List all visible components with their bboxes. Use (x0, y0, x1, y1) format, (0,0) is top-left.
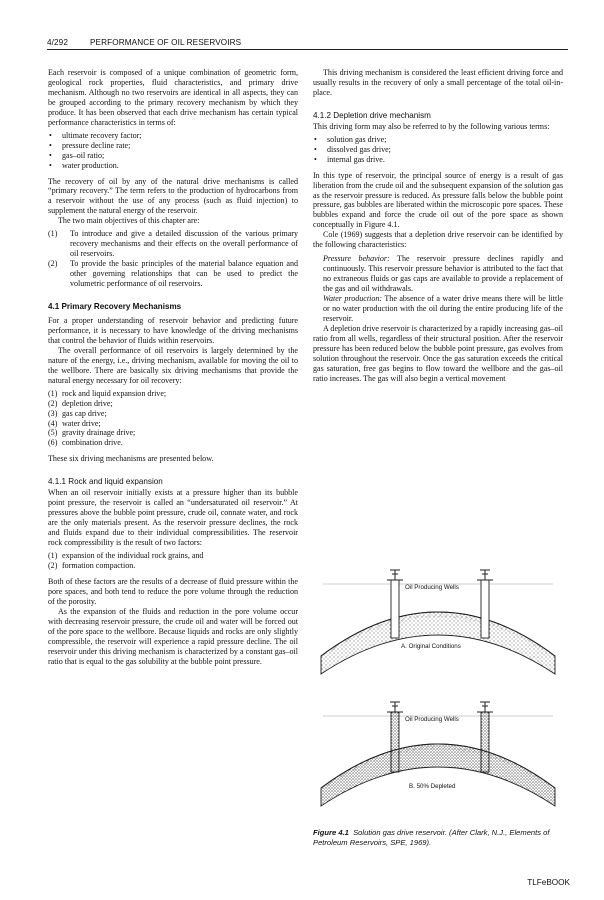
section-paragraph: The overall performance of oil reservoirs is largely determined by the nature of the energy, i.e., driving mechanism, available for moving the oil to the wellbore. There are basically six driving mechanisms that provide the natural energy necessary for oil recovery: (48, 345, 298, 385)
subsection-heading: 4.1.2 Depletion drive mechanism (313, 110, 431, 120)
depleted-label: B. 50% Depleted (409, 783, 456, 790)
right-column (313, 68, 563, 384)
efficiency-paragraph: This driving mechanism is considered the least efficient driving force and usually results in the recovery of only a small percentage of the total oil-in-place. (313, 68, 563, 97)
performance-characteristics-list (48, 131, 298, 171)
list-item: • gas–oil ratio; (48, 151, 298, 161)
running-title: PERFORMANCE OF OIL RESERVOIRS (90, 38, 242, 47)
header-rule (47, 49, 568, 50)
caption-label: Figure 4.1 (313, 828, 349, 837)
wellhead-icon (387, 702, 403, 712)
list-item: (1) To introduce and give a detailed discussion of the various primary recovery mechanisms and their effects on the overall performance of oil reservoirs. (48, 229, 298, 259)
list-item: (5) gravity drainage drive; (48, 428, 136, 438)
caption-text: Solution gas drive reservoir. (After Clark, N.J., Elements of Petroleum Reservoirs, SPE, 1969). (313, 828, 550, 847)
objectives-intro: The two main objectives of this chapter are: (58, 216, 200, 226)
list-item: • dissolved gas drive; (313, 145, 563, 155)
list-item: • solution gas drive; (313, 135, 563, 145)
subsection-paragraph: When an oil reservoir initially exists at a pressure higher than its bubble point pressure, the reservoir is called an “undersaturated oil reservoir.” At pressures above the bubble point pressure, crude oil, connate water, and rock are the only materials present. As the reservoir pressure declines, the rock and fluids expand due to their individual compressibilities. The reservoir rock compressibility is the result of two factors: (48, 488, 298, 548)
well-casing (391, 712, 399, 772)
list-item: (4) water drive; (48, 418, 101, 428)
list-item: (3) gas cap drive; (48, 408, 107, 418)
objectives-list (48, 229, 298, 289)
list-item: (2) formation compaction. (48, 560, 136, 570)
factors-list (48, 551, 298, 571)
primary-recovery-paragraph: The recovery of oil by any of the natural drive mechanisms is called “primary recovery.” The term refers to the production of hydrocarbons from a reservoir without the use of any process (such as fluid injection) to supplement the natural energy of the reservoir. (48, 176, 298, 216)
page-number: 4/292 (47, 38, 68, 47)
well-casing (391, 580, 399, 638)
mechanisms-list (48, 389, 298, 449)
left-column (48, 68, 298, 666)
wellhead-icon (477, 570, 493, 580)
pressure-behavior-label: Pressure behavior: (323, 254, 390, 264)
list-item: • pressure decline rate; (48, 141, 298, 151)
list-item: • water production. (48, 161, 298, 171)
original-conditions-panel (321, 570, 555, 674)
wellhead-icon (387, 570, 403, 580)
subsection-paragraph: Both of these factors are the results of a decrease of fluid pressure within the pore spaces, and both tend to reduce the pore volume through the reduction of the porosity. (48, 576, 298, 606)
top-wells-label: Oil Producing Wells (405, 584, 459, 591)
original-conditions-label: A. Original Conditions (401, 643, 461, 650)
energy-source-paragraph: In this type of reservoir, the principal source of energy is a result of gas liberation from the crude oil and the subsequent expansion of the solution gas as the reservoir pressure is reduced. As pressure falls below the bubble point pressure, gas bubbles are liberated within the microscopic pore spaces. These bubbles expand and force the crude oil out of the pore space as shown conceptually in Figure 4.1. (313, 170, 563, 230)
list-item: • internal gas drive. (313, 155, 563, 165)
water-production-paragraph: Water production: The absence of a water drive means there will be little or no water production with the oil during the entire producing life of the reservoir. (323, 294, 564, 323)
reservoir-diagram (313, 556, 563, 821)
depleted-panel (321, 702, 555, 806)
section-paragraph: For a proper understanding of reservoir behavior and predicting future performance, it is necessary to have knowledge of the driving mechanisms that control the behavior of fluids within reservoirs. (48, 315, 298, 345)
cole-paragraph: Cole (1969) suggests that a depletion drive reservoir can be identified by the following characteristics: (313, 230, 563, 250)
list-item: (6) combination drive. (48, 438, 123, 448)
well-casing (481, 580, 489, 638)
gas-oil-ratio-paragraph: A depletion drive reservoir is characterized by a rapidly increasing gas–oil ratio from all wells, regardless of their structural position. After the reservoir pressure has been reduced below the bubble point pressure, gas evolves from solution throughout the reservoir. Once the gas saturation exceeds the critical gas saturation, free gas begins to flow toward the wellbore and the gas–oil ratio increases. The gas will also begin a vertical movement (313, 323, 563, 383)
subsection-intro: This driving form may also be referred to by the following various terms: (313, 121, 550, 131)
list-item: (2) To provide the basic principles of the material balance equation and other governing relationships that can be used to predict the volumetric performance of oil reservoirs. (48, 259, 298, 289)
list-item: (1) rock and liquid expansion drive; (48, 388, 167, 398)
footer-watermark: TLFeBOOK (527, 878, 570, 887)
subsection-heading: 4.1.1 Rock and liquid expansion (48, 477, 163, 487)
mechanisms-after: These six driving mechanisms are presented below. (48, 454, 214, 464)
figure-4-1 (313, 556, 563, 821)
water-production-label: Water production: (323, 294, 383, 304)
subsection-paragraph: As the expansion of the fluids and reduction in the pore volume occur with decreasing reservoir pressure, the crude oil and water will be forced out of the pore space to the wellbore. Because liquids and rocks are only slightly compressible, the reservoir will experience a rapid pressure decline. The oil reservoir under this driving mechanism is characterized by a constant gas–oil ratio that is equal to the gas solubility at the bubble point pressure. (48, 606, 298, 666)
reservoir-body (321, 744, 555, 806)
wellhead-icon (477, 702, 493, 712)
list-item: (2) depletion drive; (48, 398, 113, 408)
section-heading: 4.1 Primary Recovery Mechanisms (48, 302, 182, 312)
bottom-wells-label: Oil Producing Wells (405, 716, 459, 723)
well-casing (481, 712, 489, 772)
figure-caption (313, 828, 563, 848)
list-item: • ultimate recovery factor; (48, 131, 298, 141)
terms-list (313, 135, 563, 165)
pressure-behavior-paragraph: Pressure behavior: The reservoir pressure declines rapidly and continuously. This reservoir pressure behavior is attributed to the fact that no extraneous fluids or gas caps are available to provide a replacement of the gas and oil withdrawals. (323, 254, 563, 294)
intro-paragraph: Each reservoir is composed of a unique combination of geometric form, geological rock properties, fluid characteristics, and primary drive mechanism. Although no two reservoirs are identical in all aspects, they can be grouped according to the primary recovery mechanism by which they produce. It has been observed that each drive mechanism has certain typical performance characteristics in terms of: (48, 68, 298, 127)
list-item: (1) expansion of the individual rock grains, and (48, 550, 204, 560)
